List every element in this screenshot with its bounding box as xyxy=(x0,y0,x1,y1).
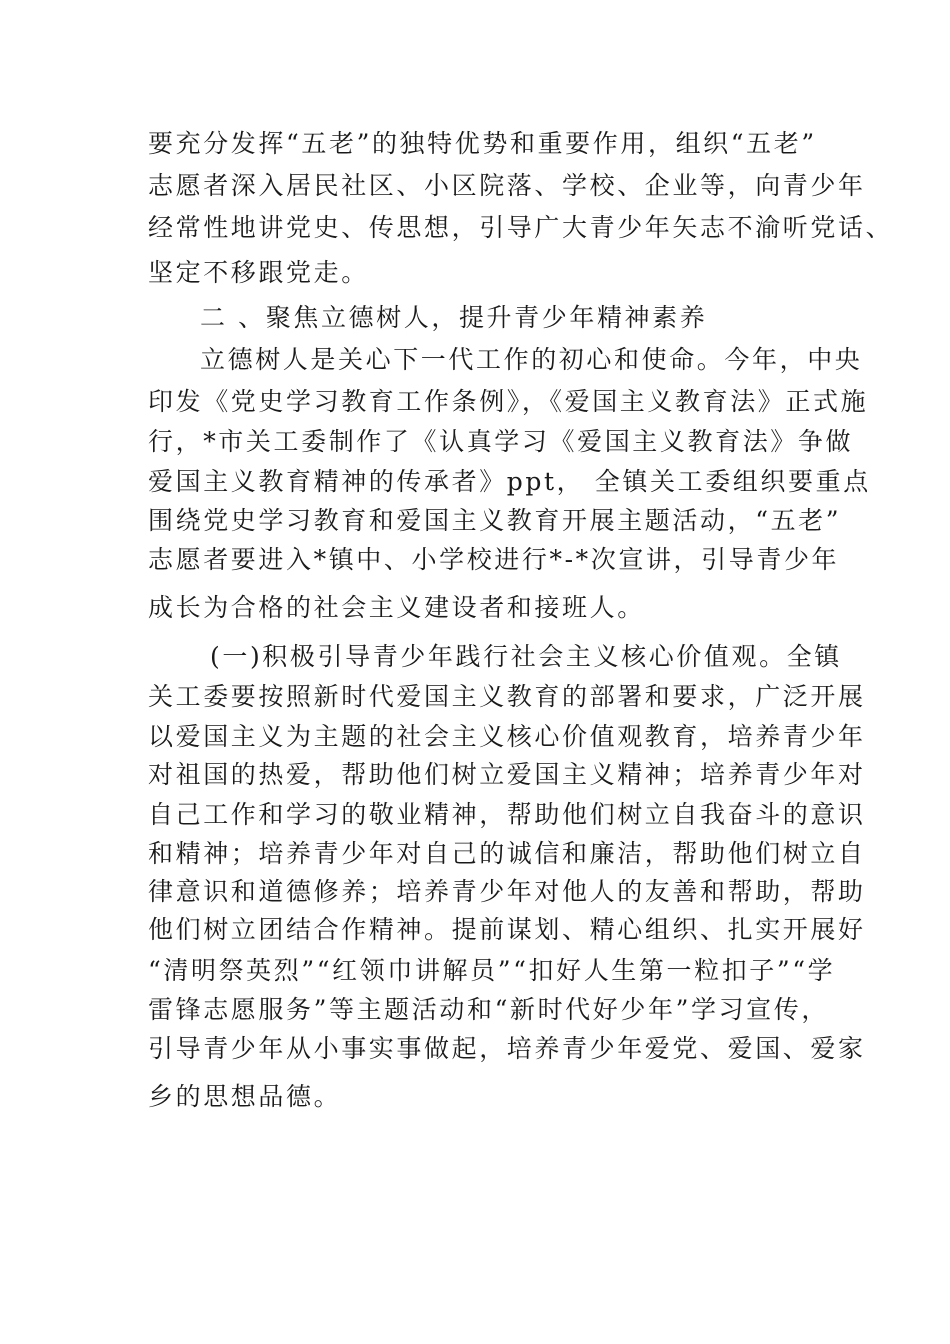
text-line: 立德树人是关心下一代工作的初心和使命。今年，中央 xyxy=(200,345,863,374)
text-line: 他们树立团结合作精神。提前谋划、精心组织、扎实开展好 xyxy=(148,915,866,944)
text-line: 乡的思想品德。 xyxy=(148,1082,342,1111)
text-line: 引导青少年从小事实事做起，培养青少年爱党、爱国、爱家 xyxy=(148,1034,866,1063)
text-line: 志愿者深入居民社区、小区院落、学校、企业等，向青少年 xyxy=(148,171,866,200)
text-line: 以爱国主义为主题的社会主义核心价值观教育，培养青少年 xyxy=(148,722,866,751)
text-line: 坚定不移跟党走。 xyxy=(148,258,369,287)
text-line: 自己工作和学习的敬业精神，帮助他们树立自我奋斗的意识 xyxy=(148,800,866,829)
text-line: 志愿者要进入*镇中、小学校进行*-*次宣讲，引导青少年 xyxy=(148,545,840,574)
text-line: 和精神；培养青少年对自己的诚信和廉洁，帮助他们树立自 xyxy=(148,839,866,868)
text-line: 律意识和道德修养；培养青少年对他人的友善和帮助，帮助 xyxy=(148,877,866,906)
text-line: 爱国主义教育精神的传承者》ppt， 全镇关工委组织要重点 xyxy=(148,467,871,496)
subsection-line: (一)积极引导青少年践行社会主义核心价值观。全镇 xyxy=(210,642,842,671)
text-line: 行，*市关工委制作了《认真学习《爱国主义教育法》争做 xyxy=(148,427,854,456)
text-line: 对祖国的热爱，帮助他们树立爱国主义精神；培养青少年对 xyxy=(148,760,866,789)
text-line: 关工委要按照新时代爱国主义教育的部署和要求，广泛开展 xyxy=(148,682,866,711)
text-line: 围绕党史学习教育和爱国主义教育开展主题活动，“五老” xyxy=(148,506,842,535)
text-line: 印发《党史学习教育工作条例》，《爱国主义教育法》正式施 xyxy=(148,387,869,416)
text-line: 要充分发挥“五老”的独特优势和重要作用，组织“五老” xyxy=(148,129,817,158)
text-line: 成长为合格的社会主义建设者和接班人。 xyxy=(148,593,645,622)
section-heading: 二 、聚焦立德树人，提升青少年精神素养 xyxy=(200,303,708,332)
text-line: 雷锋志愿服务”等主题活动和“新时代好少年”学习宣传， xyxy=(148,995,829,1024)
text-line: 经常性地讲党史、传思想，引导广大青少年矢志不渝听党话、 xyxy=(148,213,894,242)
text-line: “清明祭英烈”“红领巾讲解员”“扣好人生第一粒扣子”“学 xyxy=(148,956,836,985)
